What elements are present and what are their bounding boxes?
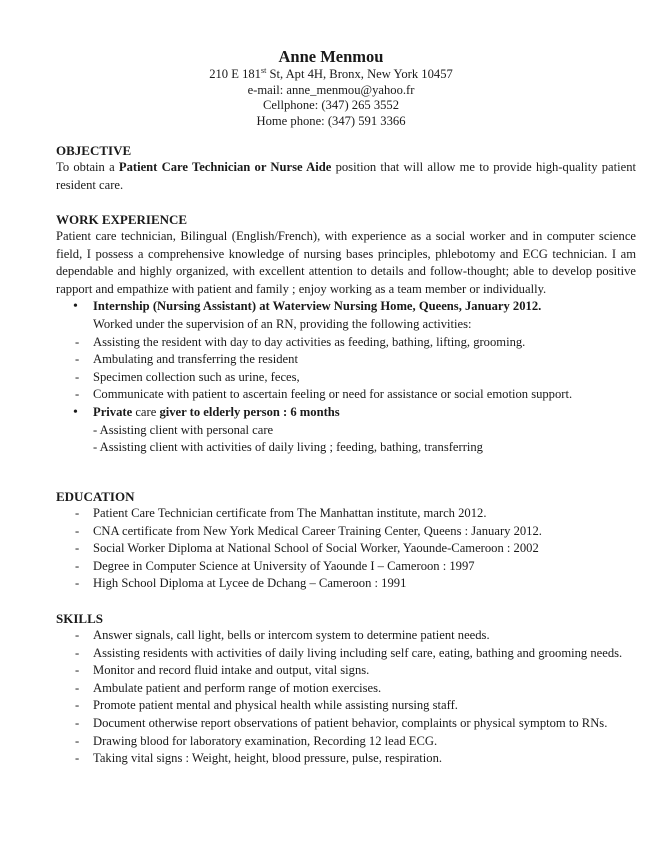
resume-header [0, 47, 662, 129]
dash-marker: - [75, 541, 80, 556]
dash-marker: - [75, 645, 80, 660]
education-item-text: Degree in Computer Science at University of Yaounde I – Cameroon : 1997 [93, 558, 475, 573]
list-item [56, 715, 636, 733]
objective-title: OBJECTIVE [56, 143, 132, 158]
job2-title-bold2: giver to elderly person : 6 months [159, 404, 340, 419]
list-item [56, 733, 636, 751]
dash-marker: - [75, 352, 80, 367]
list-item [56, 351, 636, 369]
job2-title-bold1: Private [93, 404, 133, 419]
candidate-name: Anne Menmou [278, 47, 384, 66]
dash-marker: - [75, 733, 80, 748]
objective-text-bold: Patient Care Technician or Nurse Aide [118, 160, 332, 174]
job2-duty: - Assisting client with activities of daily living ; feeding, bathing, transferring [93, 440, 483, 455]
job2-title-item [56, 404, 636, 422]
job1-duty-text: Assisting the resident with day to day activities as feeding, bathing, lifting, grooming. [93, 334, 526, 349]
education-item-text: Patient Care Technician certificate from The Manhattan institute, march 2012. [93, 506, 487, 520]
list-item [56, 558, 636, 576]
list-item [56, 540, 636, 558]
cellphone-line: Cellphone: (347) 265 3552 [262, 98, 400, 112]
bullet-marker: • [73, 404, 78, 420]
list-item [56, 662, 636, 680]
work-experience-title: WORK EXPERIENCE [56, 212, 188, 227]
education-item-text: CNA certificate from New York Medical Career Training Center, Queens : January 2012. [93, 523, 542, 538]
job2-duty: - Assisting client with personal care [93, 422, 274, 437]
list-item [56, 386, 636, 404]
objective-text-pre: To obtain a [56, 160, 119, 174]
education-list [56, 505, 636, 593]
dash-marker: - [75, 698, 80, 713]
list-item [56, 575, 636, 593]
email-line: e-mail: anne_menmou@yahoo.fr [247, 82, 415, 97]
job1-duties [56, 334, 636, 404]
dash-marker: - [75, 334, 80, 349]
dash-marker: - [75, 558, 80, 573]
education-item-text: Social Worker Diploma at National School of Social Worker, Yaounde-Cameroon : 2002 [93, 541, 539, 556]
bullet-marker: • [73, 299, 78, 315]
job1-title-item [56, 298, 636, 316]
list-item [56, 680, 636, 698]
list-item [56, 369, 636, 387]
skill-item-text: Ambulate patient and perform range of motion exercises. [93, 680, 382, 695]
objective-text-post: position that will allow me to provide high-quality patient resident care. [56, 160, 637, 192]
objective-text [56, 159, 636, 194]
address-pre: 210 E 181 [209, 67, 261, 81]
job1-duty-text: Specimen collection such as urine, feces, [93, 369, 300, 384]
skill-item-text: Promote patient mental and physical health while assisting nursing staff. [93, 698, 458, 713]
skills-section [56, 611, 636, 768]
address-line [0, 67, 662, 83]
objective-section [56, 143, 636, 194]
list-item [56, 505, 636, 523]
education-item-text: High School Diploma at Lycee de Dchang – Cameroon : 1991 [93, 576, 407, 591]
list-item [56, 750, 636, 768]
skills-list [56, 627, 636, 768]
job1-duty-text: Ambulating and transferring the resident [93, 352, 298, 367]
dash-marker: - [75, 506, 80, 520]
list-item [56, 334, 636, 352]
job2-title-normal: care [132, 404, 160, 419]
skills-title: SKILLS [56, 611, 103, 626]
address-sup: st [260, 65, 267, 75]
job2-list [56, 404, 636, 422]
job1-list [56, 298, 636, 316]
skill-item-text: Taking vital signs : Weight, height, blood pressure, pulse, respiration. [93, 751, 443, 766]
dash-marker: - [75, 576, 80, 591]
address-post: St, Apt 4H, Bronx, New York 10457 [266, 67, 453, 81]
dash-marker: - [75, 387, 80, 402]
job1-title: Internship (Nursing Assistant) at Waterview Nursing Home, Queens, January 2012. [93, 299, 542, 314]
list-item [56, 523, 636, 541]
skill-item-text: Drawing blood for laboratory examination, Recording 12 lead ECG. [93, 733, 438, 748]
dash-marker: - [75, 715, 80, 730]
dash-marker: - [75, 751, 80, 766]
skill-item-text: Monitor and record fluid intake and output, vital signs. [93, 663, 370, 678]
job1-duty-text: Communicate with patient to ascertain feeling or need for assistance or social emotion support. [93, 387, 573, 402]
education-section [56, 489, 636, 593]
list-item [56, 645, 636, 663]
list-item [56, 697, 636, 715]
homephone-line: Home phone: (347) 591 3366 [256, 113, 406, 128]
skill-item-text: Assisting residents with activities of daily living including self care, eating, bathing and grooming needs. [93, 645, 623, 660]
dash-marker: - [75, 680, 80, 695]
work-summary: Patient care technician, Bilingual (English/French), with experience as a social worker and in computer science field, I possess a comprehensive knowledge of nursing bases principles, phlebotomy and ECG technician. I am dependable and highly organized, with excellent attention to details and follow-thought; able to develop positive rapport and empathize with patient and family ; enjoy working as a team member or individually. [56, 229, 636, 296]
dash-marker: - [75, 523, 80, 538]
dash-marker: - [75, 663, 80, 678]
skill-item-text: Document otherwise report observations of patient behavior, complaints or physical symptom to RNs. [93, 715, 608, 730]
list-item [56, 627, 636, 645]
skill-item-text: Answer signals, call light, bells or intercom system to determine patient needs. [93, 628, 490, 642]
dash-marker: - [75, 628, 80, 642]
job1-intro: Worked under the supervision of an RN, providing the following activities: [93, 316, 472, 331]
education-title: EDUCATION [56, 489, 135, 504]
work-experience-section [56, 212, 636, 457]
dash-marker: - [75, 369, 80, 384]
